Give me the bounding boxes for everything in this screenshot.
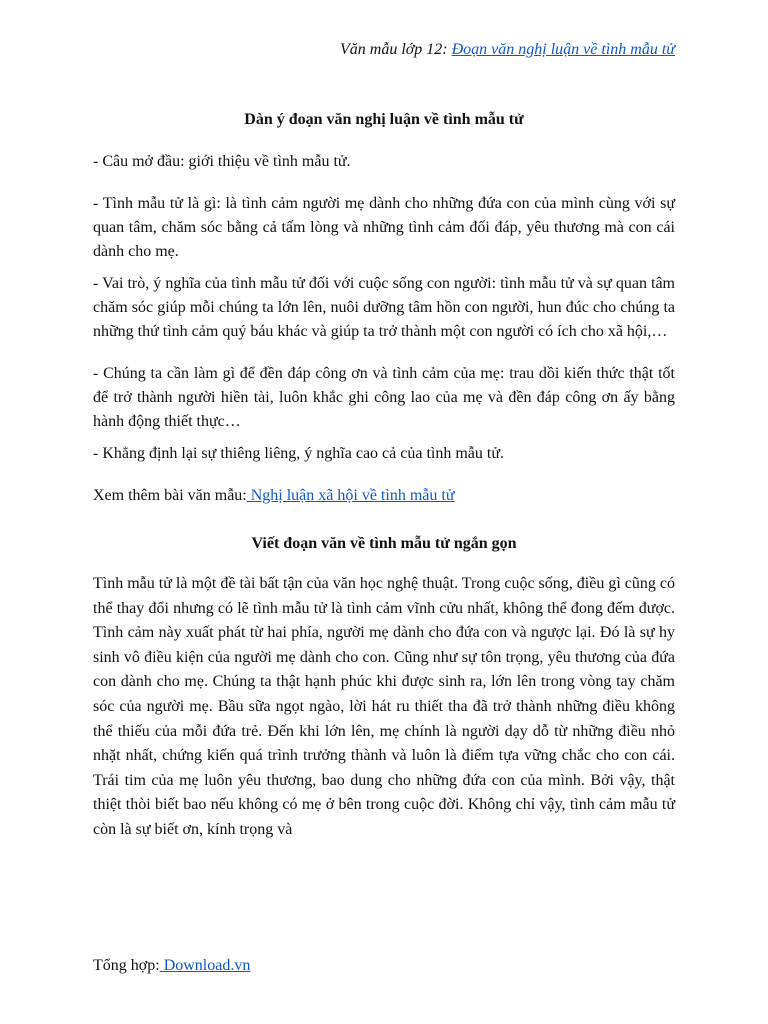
outline-item-intro: - Câu mở đầu: giới thiệu về tình mẫu tử. xyxy=(93,153,351,170)
outline-item-definition: - Tình mẫu tử là gì: là tình cảm người mẹ dành cho những đứa con của mình cùng với sự quan tâm, chăm sóc bằng cả tấm lòng và những tình cảm đối đáp, yêu thương mà con cái dành cho mẹ. xyxy=(93,195,675,260)
essay-title: Viết đoạn văn về tình mẫu tử ngắn gọn xyxy=(251,535,517,552)
outline-item-action: - Chúng ta cần làm gì để đền đáp công ơn và tình cảm của mẹ: trau dồi kiến thức thật tốt để trở thành người hiền tài, luôn khắc ghi công lao của mẹ và đền đáp công ơn ấy bằng hành động thiết thực… xyxy=(93,365,675,430)
header-prefix: Văn mẫu lớp 12: xyxy=(339,41,452,58)
outline-title: Dàn ý đoạn văn nghị luận về tình mẫu tử xyxy=(244,111,524,128)
see-more-line xyxy=(93,484,675,508)
outline-item-role: - Vai trò, ý nghĩa của tình mẫu tử đối với cuộc sống con người: tình mẫu tử và sự quan tâm chăm sóc giúp mỗi chúng ta lớn lên, nuôi dưỡng tâm hồn con người, hun đúc cho chúng ta những thứ tình cảm quý báu khác và giúp ta trở thành một con người có ích cho xã hội,… xyxy=(93,275,675,340)
see-more-link[interactable]: Nghị luận xã hội về tình mẫu tử xyxy=(246,487,455,504)
footer-link[interactable]: Download.vn xyxy=(159,957,251,974)
page-footer xyxy=(93,957,250,975)
document-body xyxy=(93,108,675,843)
essay-paragraph: Tình mẫu tử là một đề tài bất tận của văn học nghệ thuật. Trong cuộc sống, điều gì cũng có thể thay đổi nhưng có lẽ tình mẫu tử là tình cảm vĩnh cửu nhất, không thể đong đếm được. Tình cảm này xuất phát từ hai phía, người mẹ dành cho đứa con và ngược lại. Đó là sự hy sinh vô điều kiện của người mẹ dành cho con. Cũng như sự tôn trọng, yêu thương của đứa con dành cho mẹ. Chúng ta thật hạnh phúc khi được sinh ra, lớn lên trong vòng tay chăm sóc của người mẹ. Bầu sữa ngọt ngào, lời hát ru thiết tha đã trở thành những điều không thể thiếu của mỗi đứa trẻ. Đến khi lớn lên, mẹ chính là người dạy dỗ từ những điều nhỏ nhặt nhất, chứng kiến quá trình trưởng thành và luôn là điểm tựa vững chắc cho con cái. Trái tim của mẹ luôn yêu thương, bao dung cho những đứa con của mình. Bởi vậy, thật thiệt thòi biết bao nếu không có mẹ ở bên trong cuộc đời. Không chỉ vậy, tình cảm mẫu tử còn là sự biết ơn, kính trọng và xyxy=(93,575,675,838)
outline-item-conclusion: - Khẳng định lại sự thiêng liêng, ý nghĩa cao cả của tình mẫu tử. xyxy=(93,445,505,462)
header-link[interactable]: Đoạn văn nghị luận về tình mẫu tử xyxy=(451,41,675,58)
page-header xyxy=(340,41,675,59)
footer-prefix: Tổng hợp: xyxy=(93,957,160,974)
see-more-prefix: Xem thêm bài văn mẫu: xyxy=(93,487,247,504)
